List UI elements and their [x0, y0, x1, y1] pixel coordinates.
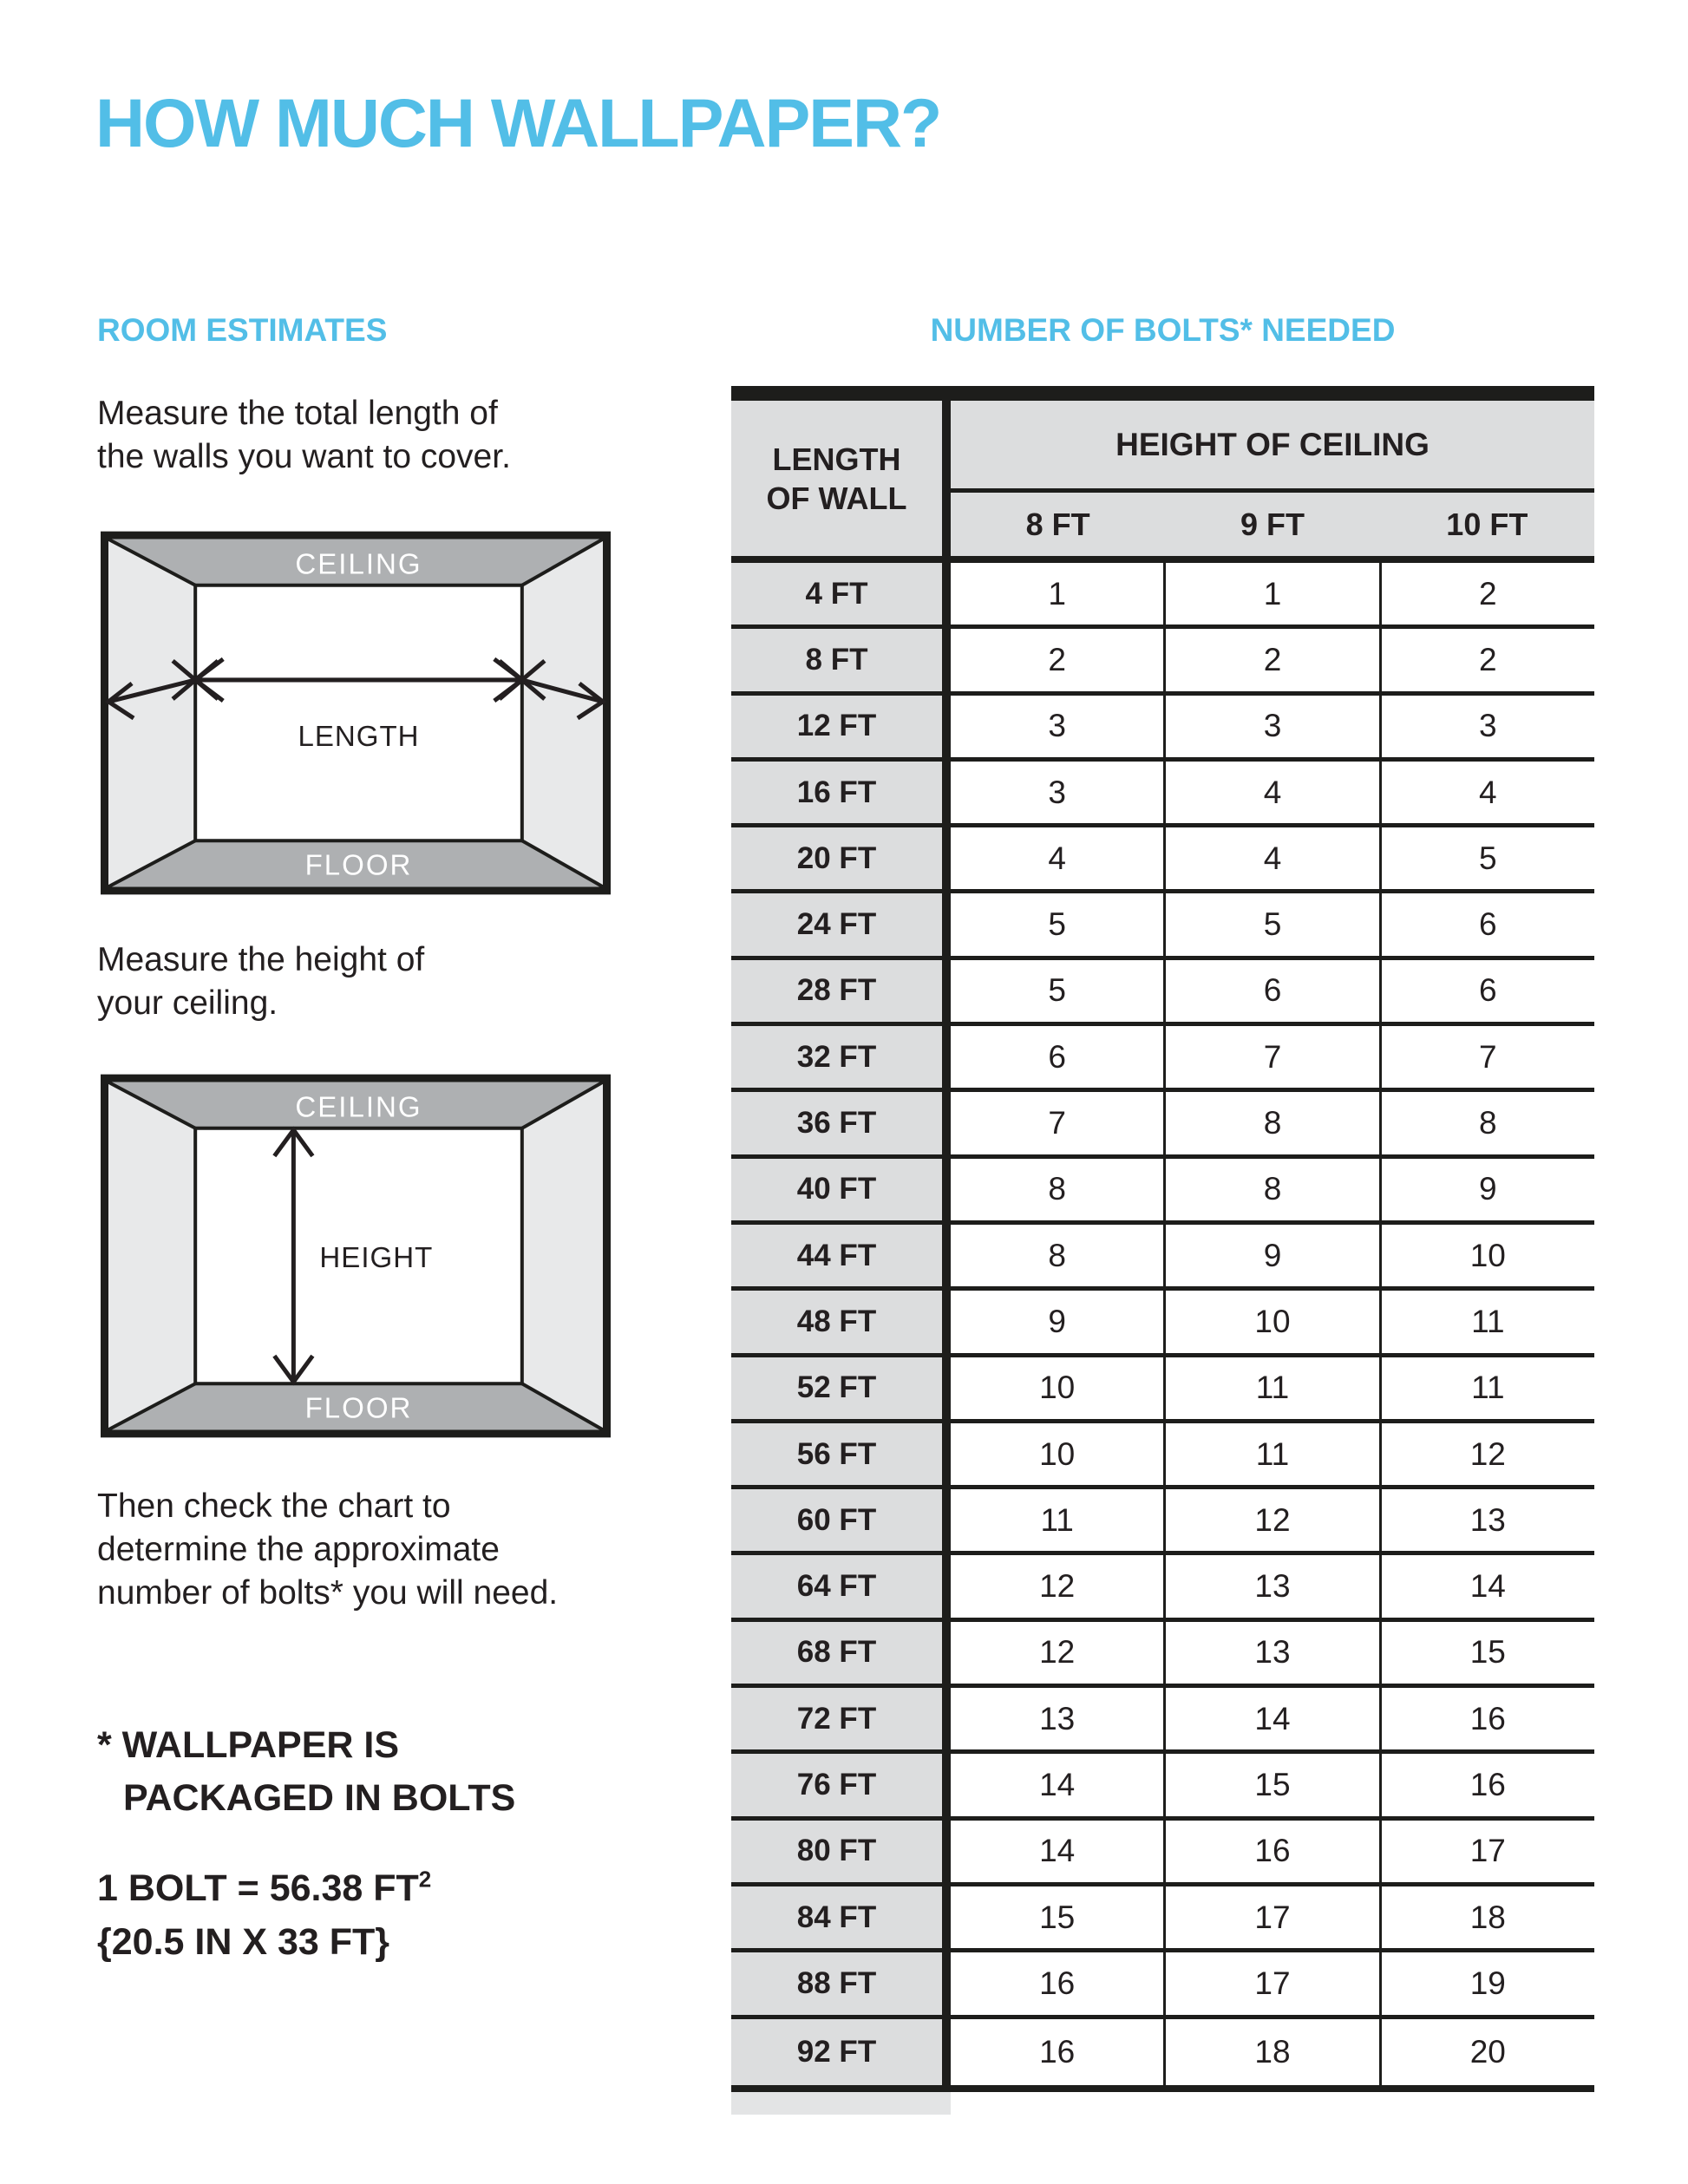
table-row	[731, 1952, 1594, 2018]
row-vertical-divider	[942, 1688, 951, 1749]
row-vertical-divider	[942, 696, 951, 757]
ceiling-label: CEILING	[295, 548, 422, 581]
row-vertical-divider	[942, 1225, 951, 1286]
bolt-count-cell: 8	[951, 1159, 1163, 1220]
row-label: 92 FT	[731, 2019, 942, 2085]
bolt-count-cell: 2	[1379, 629, 1594, 690]
bolt-count-cell: 16	[1379, 1754, 1594, 1815]
table-header	[731, 401, 1594, 556]
bolt-count-cell: 5	[1379, 827, 1594, 889]
ceiling-label: CEILING	[295, 1091, 422, 1124]
table-top-bar	[731, 386, 1594, 401]
bolt-count-cell: 1	[951, 563, 1163, 624]
table-row	[731, 1225, 1594, 1291]
left-wall-surface	[108, 539, 195, 887]
bolt-count-cell: 3	[1379, 696, 1594, 757]
subheader-8ft: 8 FT	[1025, 506, 1090, 542]
bolt-count-cell: 7	[951, 1092, 1163, 1154]
row-label: 60 FT	[731, 1489, 942, 1551]
row-label: 84 FT	[731, 1886, 942, 1948]
bolt-count-cell: 16	[1379, 1688, 1594, 1749]
bolt-count-cell: 3	[951, 762, 1163, 823]
table-row	[731, 1092, 1594, 1158]
bolts-needed-heading: NUMBER OF BOLTS* NEEDED	[930, 312, 1396, 348]
bolt-count-cell: 11	[1163, 1357, 1378, 1419]
step3-line1: Then check the chart to	[97, 1488, 451, 1525]
bolt-count-cell: 18	[1163, 2019, 1378, 2085]
wallpaper-footnote	[97, 1719, 515, 1825]
bolt-spec	[97, 1861, 431, 1969]
bolt-count-cell: 2	[1379, 563, 1594, 624]
bolt-count-cell: 5	[951, 893, 1163, 955]
bolt-count-cell: 11	[1379, 1357, 1594, 1419]
floor-label: FLOOR	[304, 849, 413, 882]
bolt-count-cell: 2	[951, 629, 1163, 690]
bolt-count-cell: 17	[1163, 1886, 1378, 1948]
row-label: 40 FT	[731, 1159, 942, 1220]
bolt-count-cell: 14	[1379, 1555, 1594, 1617]
step1-line1: Measure the total length of	[97, 395, 498, 432]
row-vertical-divider	[942, 1489, 951, 1551]
row-vertical-divider	[942, 1952, 951, 2014]
bolt-count-cell: 8	[1379, 1092, 1594, 1154]
bolt-count-cell: 15	[1379, 1622, 1594, 1684]
bolt-count-cell: 1	[1163, 563, 1378, 624]
length-label: LENGTH	[298, 721, 420, 754]
bolt-count-cell: 14	[951, 1754, 1163, 1815]
table-row	[731, 1754, 1594, 1820]
table-row	[731, 1821, 1594, 1886]
bolt-count-cell: 12	[951, 1622, 1163, 1684]
row-label: 32 FT	[731, 1026, 942, 1088]
height-of-ceiling-header: HEIGHT OF CEILING	[1116, 426, 1430, 462]
squared-superscript: 2	[418, 1866, 432, 1893]
room-length-diagram	[101, 531, 611, 895]
row-label: 28 FT	[731, 960, 942, 1022]
bolt-count-cell: 6	[1379, 960, 1594, 1022]
row-vertical-divider	[942, 893, 951, 955]
table-under-strip	[731, 2092, 951, 2115]
bolt-count-cell: 16	[951, 1952, 1163, 2014]
bolt-count-cell: 5	[1163, 893, 1378, 955]
row-label: 72 FT	[731, 1688, 942, 1749]
table-bottom-bar	[731, 2085, 1594, 2092]
row-label: 16 FT	[731, 762, 942, 823]
row-label: 24 FT	[731, 893, 942, 955]
table-row	[731, 1622, 1594, 1688]
row-vertical-divider	[942, 563, 951, 624]
left-wall-surface	[108, 1082, 195, 1430]
bolt-count-cell: 7	[1379, 1026, 1594, 1088]
bolt-count-cell: 9	[951, 1291, 1163, 1352]
bolt-count-cell: 12	[1379, 1423, 1594, 1485]
row-label: 44 FT	[731, 1225, 942, 1286]
bolt-count-cell: 11	[1379, 1291, 1594, 1352]
bolt-count-cell: 4	[1379, 762, 1594, 823]
bolt-count-cell: 8	[1163, 1092, 1378, 1154]
row-label: 12 FT	[731, 696, 942, 757]
bolt-count-cell: 13	[1163, 1622, 1378, 1684]
bolt-count-cell: 9	[1379, 1159, 1594, 1220]
row-vertical-divider	[942, 629, 951, 690]
step1-text	[97, 392, 511, 479]
row-vertical-divider	[942, 1159, 951, 1220]
bolt-count-cell: 2	[1163, 629, 1378, 690]
table-row	[731, 563, 1594, 629]
row-vertical-divider	[942, 1622, 951, 1684]
header-vertical-divider	[942, 401, 951, 556]
table-row	[731, 893, 1594, 959]
table-row	[731, 960, 1594, 1026]
bolt-count-cell: 7	[1163, 1026, 1378, 1088]
bolt-spec-line1: 1 BOLT = 56.38 $FT^2$	[97, 1866, 432, 1909]
room-estimates-heading: ROOM ESTIMATES	[97, 312, 388, 348]
bolt-count-cell: 10	[951, 1423, 1163, 1485]
bolt-count-cell: 17	[1379, 1821, 1594, 1882]
bolt-count-cell: 6	[951, 1026, 1163, 1088]
row-label: 20 FT	[731, 827, 942, 889]
row-vertical-divider	[942, 762, 951, 823]
bolt-count-cell: 15	[1163, 1754, 1378, 1815]
bolt-count-cell: 14	[951, 1821, 1163, 1882]
row-vertical-divider	[942, 1821, 951, 1882]
footnote-line1: * WALLPAPER IS	[97, 1724, 400, 1766]
row-label: 8 FT	[731, 629, 942, 690]
page-title: HOW MUCH WALLPAPER?	[95, 84, 941, 161]
bolt-count-cell: 6	[1163, 960, 1378, 1022]
table-row	[731, 629, 1594, 695]
table-row	[731, 1357, 1594, 1423]
table-row	[731, 827, 1594, 893]
length-of-wall-header	[731, 401, 942, 556]
step2-line1: Measure the height of	[97, 941, 425, 978]
bolt-count-cell: 20	[1379, 2019, 1594, 2085]
row-vertical-divider	[942, 1555, 951, 1617]
table-row	[731, 1291, 1594, 1357]
length-of-wall-line2: OF WALL	[766, 480, 907, 516]
footnote-line2: PACKAGED IN BOLTS	[123, 1777, 516, 1819]
bolt-count-cell: 10	[1379, 1225, 1594, 1286]
row-label: 68 FT	[731, 1622, 942, 1684]
table-row	[731, 1423, 1594, 1489]
bolt-count-cell: 19	[1379, 1952, 1594, 2014]
bolt-count-cell: 10	[1163, 1291, 1378, 1352]
length-of-wall-line1: LENGTH	[772, 441, 901, 477]
bolt-spec-line2: {20.5 IN X 33 FT}	[97, 1921, 389, 1963]
step3-line2: determine the approximate	[97, 1531, 500, 1568]
height-label: HEIGHT	[319, 1242, 434, 1275]
bolt-count-cell: 15	[951, 1886, 1163, 1948]
ceiling-height-subheaders	[951, 493, 1594, 556]
bolt-count-cell: 16	[951, 2019, 1163, 2085]
step1-line2: the walls you want to cover.	[97, 438, 511, 475]
bolt-count-cell: 3	[1163, 696, 1378, 757]
row-label: 56 FT	[731, 1423, 942, 1485]
row-vertical-divider	[942, 1092, 951, 1154]
room-height-diagram	[101, 1074, 611, 1438]
bolt-count-cell: 12	[951, 1555, 1163, 1617]
height-of-ceiling-section	[951, 401, 1594, 556]
bolt-count-cell: 13	[951, 1688, 1163, 1749]
table-row	[731, 1555, 1594, 1621]
bolt-count-cell: 11	[951, 1489, 1163, 1551]
row-vertical-divider	[942, 2019, 951, 2085]
bolt-count-cell: 16	[1163, 1821, 1378, 1882]
bolts-table	[731, 386, 1594, 2115]
row-label: 88 FT	[731, 1952, 942, 2014]
bolt-count-cell: 9	[1163, 1225, 1378, 1286]
row-label: 76 FT	[731, 1754, 942, 1815]
row-vertical-divider	[942, 1357, 951, 1419]
bolt-count-cell: 12	[1163, 1489, 1378, 1551]
bolt-count-cell: 14	[1163, 1688, 1378, 1749]
table-row	[731, 1489, 1594, 1555]
table-row	[731, 762, 1594, 827]
table-row	[731, 696, 1594, 762]
row-label: 36 FT	[731, 1092, 942, 1154]
bolt-count-cell: 13	[1163, 1555, 1378, 1617]
step2-line2: your ceiling.	[97, 984, 278, 1022]
row-vertical-divider	[942, 960, 951, 1022]
row-vertical-divider	[942, 1026, 951, 1088]
bolt-count-cell: 3	[951, 696, 1163, 757]
header-body-divider	[731, 556, 1594, 563]
bolt-count-cell: 5	[951, 960, 1163, 1022]
row-vertical-divider	[942, 1291, 951, 1352]
table-row	[731, 2019, 1594, 2085]
bolt-count-cell: 6	[1379, 893, 1594, 955]
bolt-count-cell: 13	[1379, 1489, 1594, 1551]
subheader-10ft: 10 FT	[1446, 506, 1528, 542]
table-row	[731, 1886, 1594, 1952]
table-row	[731, 1026, 1594, 1092]
bolt-table-rows	[731, 563, 1594, 2085]
step3-line3: number of bolts* you will need.	[97, 1574, 559, 1612]
floor-label: FLOOR	[304, 1392, 413, 1425]
row-label: 64 FT	[731, 1555, 942, 1617]
bolt-count-cell: 17	[1163, 1952, 1378, 2014]
bolt-count-cell: 8	[1163, 1159, 1378, 1220]
right-wall-surface	[522, 539, 603, 887]
bolt-count-cell: 10	[951, 1357, 1163, 1419]
row-label: 4 FT	[731, 563, 942, 624]
row-label: 52 FT	[731, 1357, 942, 1419]
subheader-9ft: 9 FT	[1240, 506, 1305, 542]
row-label: 80 FT	[731, 1821, 942, 1882]
row-vertical-divider	[942, 1886, 951, 1948]
row-vertical-divider	[942, 1423, 951, 1485]
bolt-count-cell: 4	[1163, 762, 1378, 823]
bolt-count-cell: 8	[951, 1225, 1163, 1286]
row-vertical-divider	[942, 827, 951, 889]
row-label: 48 FT	[731, 1291, 942, 1352]
table-row	[731, 1688, 1594, 1754]
step2-text	[97, 938, 424, 1025]
step3-text	[97, 1485, 558, 1615]
bolt-count-cell: 18	[1379, 1886, 1594, 1948]
bolt-count-cell: 4	[951, 827, 1163, 889]
bolt-count-cell: 11	[1163, 1423, 1378, 1485]
row-vertical-divider	[942, 1754, 951, 1815]
right-wall-surface	[522, 1082, 603, 1430]
bolt-count-cell: 4	[1163, 827, 1378, 889]
table-row	[731, 1159, 1594, 1225]
